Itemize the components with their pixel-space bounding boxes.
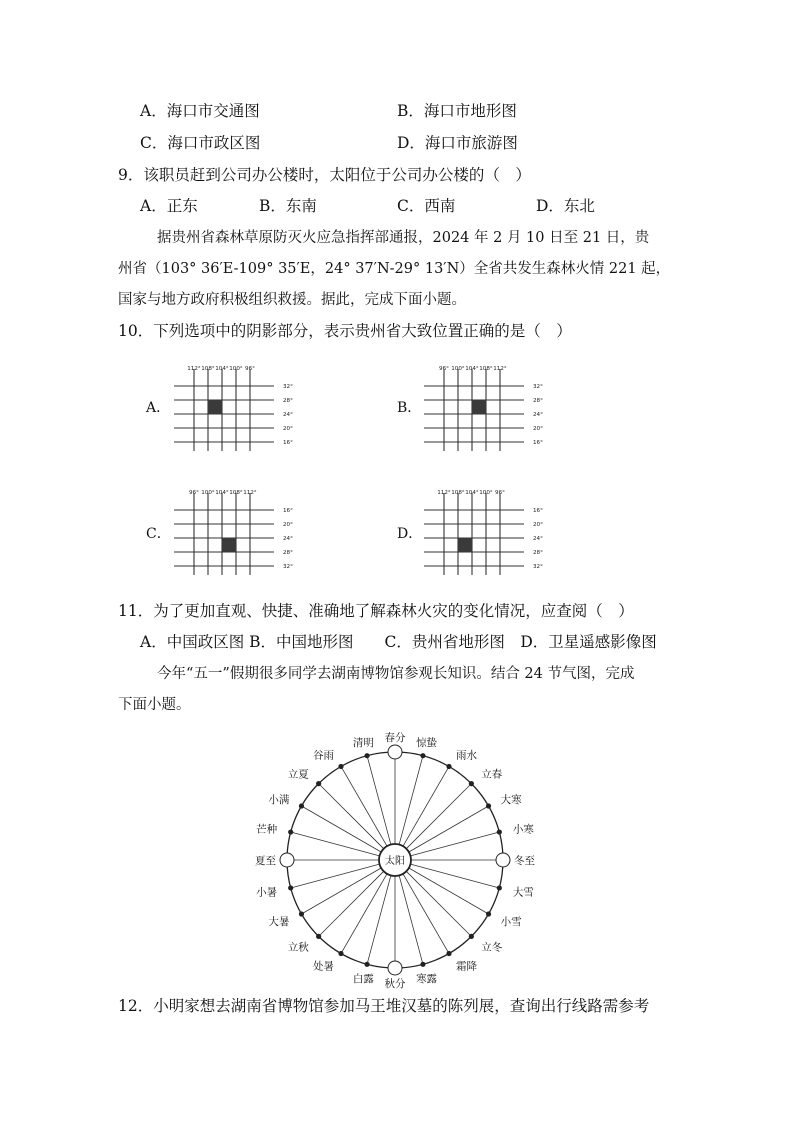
term-dot <box>469 781 474 786</box>
term-dot <box>364 753 369 758</box>
spoke-line <box>341 766 387 846</box>
solar-terms-diagram <box>250 722 550 992</box>
lat-tick-label: 32° <box>283 564 293 570</box>
solar-term-label: 秋分 <box>384 978 406 990</box>
lon-tick-label: 96° <box>439 366 449 372</box>
q9-option-a: A．正东 <box>140 197 198 215</box>
lat-tick-label: 28° <box>283 398 293 404</box>
solar-term-label: 小暑 <box>256 886 278 899</box>
term-dot <box>420 753 425 758</box>
lat-tick-label: 16° <box>533 508 543 514</box>
lat-tick-label: 24° <box>283 536 293 542</box>
term-dot <box>316 934 321 939</box>
term-dot <box>338 764 343 769</box>
spoke-line <box>399 875 423 964</box>
lat-tick-label: 32° <box>283 384 293 390</box>
lat-tick-label: 28° <box>533 550 543 556</box>
q10-option-d: D． <box>397 526 423 542</box>
q11-options: A．中国政区图 B．中国地形图 C．贵州省地形图 D．卫星遥感影像图 <box>140 633 657 651</box>
q9-option-b: B．东南 <box>259 197 317 215</box>
spoke-line <box>319 784 384 849</box>
lon-tick-label: 96° <box>495 490 505 496</box>
lat-tick-label: 16° <box>283 440 293 446</box>
lon-tick-label: 108° <box>229 490 243 496</box>
lat-tick-label: 16° <box>283 508 293 514</box>
lat-tick-label: 20° <box>533 426 543 432</box>
term-dot <box>497 885 502 890</box>
shaded-region <box>222 538 236 552</box>
term-dot <box>420 962 425 967</box>
solar-term-label: 白露 <box>352 972 374 985</box>
term-dot <box>288 829 293 834</box>
lat-tick-label: 28° <box>283 550 293 556</box>
q10-option-a: A． <box>146 400 171 416</box>
spoke-line <box>403 766 449 846</box>
term-dot <box>299 803 304 808</box>
solar-term-label: 清明 <box>352 737 374 750</box>
spoke-line <box>341 874 387 954</box>
solar-term-label: 立秋 <box>287 941 309 954</box>
lon-tick-label: 100° <box>451 366 465 372</box>
q12-stem: 12．小明家想去湖南省博物馆参加马王堆汉墓的陈列展，查询出行线路需参考 <box>118 997 650 1015</box>
term-dot <box>299 911 304 916</box>
term-dot <box>364 962 369 967</box>
spoke-line <box>409 868 489 914</box>
shaded-region <box>458 538 472 552</box>
term-dot <box>446 764 451 769</box>
solar-term-label: 芒种 <box>256 823 278 836</box>
solar-term-label: 立春 <box>481 768 503 781</box>
lat-tick-label: 16° <box>533 440 543 446</box>
q11-stem: 11．为了更加直观、快捷、准确地了解森林火灾的变化情况，应查阅（ ） <box>118 602 634 620</box>
solar-term-label: 小雪 <box>500 916 522 928</box>
solar-term-label: 夏至 <box>255 855 276 867</box>
q9-stem: 9．该职员赶到公司办公楼时，太阳位于公司办公楼的（ ） <box>118 166 531 184</box>
spoke-line <box>291 864 380 888</box>
lat-tick-label: 24° <box>533 412 543 418</box>
solar-term-label: 小满 <box>268 794 290 806</box>
lat-tick-label: 20° <box>283 522 293 528</box>
lon-tick-label: 104° <box>465 366 479 372</box>
solar-term-label: 惊蛰 <box>416 737 438 750</box>
solar-term-label: 雨水 <box>456 749 477 762</box>
spoke-line <box>301 868 381 914</box>
grid-map-c <box>170 487 310 579</box>
lon-tick-label: 112° <box>187 366 201 372</box>
lat-tick-label: 24° <box>283 412 293 418</box>
solar-term-label: 立冬 <box>481 941 503 954</box>
passage1-line1: 据贵州省森林草原防灭火应急指挥部通报，2024 年 2 月 10 日至 21 日，贵 <box>157 230 650 246</box>
solar-term-label: 春分 <box>384 732 406 744</box>
equinox-solstice-marker <box>388 961 402 975</box>
term-dot <box>486 911 491 916</box>
lat-tick-label: 32° <box>533 564 543 570</box>
spoke-line <box>410 832 499 856</box>
lon-tick-label: 104° <box>465 490 479 496</box>
q10-stem: 10．下列选项中的阴影部分，表示贵州省大致位置正确的是（ ） <box>118 322 572 340</box>
q10-option-b: B． <box>397 400 422 416</box>
spoke-line <box>403 874 449 954</box>
term-dot <box>338 951 343 956</box>
solar-term-label: 大雪 <box>512 886 534 899</box>
solar-term-label: 大暑 <box>268 916 290 928</box>
term-dot <box>316 781 321 786</box>
equinox-solstice-marker <box>388 745 402 759</box>
spoke-line <box>367 875 391 964</box>
lon-tick-label: 100° <box>229 366 243 372</box>
lon-tick-label: 112° <box>243 490 257 496</box>
q9-option-c: C．西南 <box>397 197 456 215</box>
term-dot <box>486 803 491 808</box>
grid-map-d <box>420 487 560 579</box>
solar-term-label: 冬至 <box>514 855 535 867</box>
equinox-solstice-marker <box>280 853 294 867</box>
lon-tick-label: 108° <box>451 490 465 496</box>
lon-tick-label: 112° <box>437 490 451 496</box>
spoke-line <box>319 871 384 936</box>
q9-option-d: D．东北 <box>536 197 595 215</box>
passage1-line3: 国家与地方政府积极组织救援。据此，完成下面小题。 <box>118 292 466 308</box>
lat-tick-label: 28° <box>533 398 543 404</box>
solar-term-label: 谷雨 <box>313 749 334 762</box>
lat-tick-label: 20° <box>533 522 543 528</box>
lon-tick-label: 104° <box>215 366 229 372</box>
lat-tick-label: 24° <box>533 536 543 542</box>
equinox-solstice-marker <box>496 853 510 867</box>
lon-tick-label: 112° <box>493 366 507 372</box>
shaded-region <box>472 400 486 414</box>
term-dot <box>446 951 451 956</box>
spoke-line <box>367 756 391 845</box>
term-dot <box>469 934 474 939</box>
term-dot <box>497 829 502 834</box>
lat-tick-label: 32° <box>533 384 543 390</box>
q8-option-c: C．海口市政区图 <box>140 134 261 152</box>
q8-option-a: A．海口市交通图 <box>140 102 260 120</box>
lon-tick-label: 96° <box>189 490 199 496</box>
spoke-line <box>406 871 471 936</box>
spoke-line <box>410 864 499 888</box>
spoke-line <box>406 784 471 849</box>
shaded-region <box>208 400 222 414</box>
passage1-line2: 州省（103° 36′E-109° 35′E，24° 37′N-29° 13′N）全省共发生森林火情 221 起， <box>118 261 671 277</box>
solar-term-label: 立夏 <box>287 768 309 781</box>
solar-term-label: 寒露 <box>416 972 438 985</box>
lon-tick-label: 96° <box>245 366 255 372</box>
grid-map-a <box>170 363 310 455</box>
term-dot <box>288 885 293 890</box>
spoke-line <box>399 756 423 845</box>
lon-tick-label: 108° <box>201 366 215 372</box>
spoke-line <box>291 832 380 856</box>
lon-tick-label: 104° <box>215 490 229 496</box>
solar-term-label: 小寒 <box>512 823 534 836</box>
q8-option-d: D．海口市旅游图 <box>397 134 518 152</box>
lat-tick-label: 20° <box>283 426 293 432</box>
solar-term-label: 大寒 <box>500 794 522 806</box>
spoke-line <box>301 806 381 852</box>
solar-term-label: 霜降 <box>456 960 477 973</box>
solar-term-label: 处暑 <box>313 960 334 973</box>
passage2-line1: 今年“五一”假期很多同学去湖南博物馆参观长知识。结合 24 节气图，完成 <box>157 666 635 682</box>
lon-tick-label: 100° <box>479 490 493 496</box>
passage2-line2: 下面小题。 <box>118 697 191 713</box>
q10-option-c: C． <box>146 526 171 542</box>
grid-map-b <box>420 363 560 455</box>
spoke-line <box>409 806 489 852</box>
lon-tick-label: 108° <box>479 366 493 372</box>
lon-tick-label: 100° <box>201 490 215 496</box>
q8-option-b: B．海口市地形图 <box>397 102 517 120</box>
sun-label: 太阳 <box>385 856 405 867</box>
